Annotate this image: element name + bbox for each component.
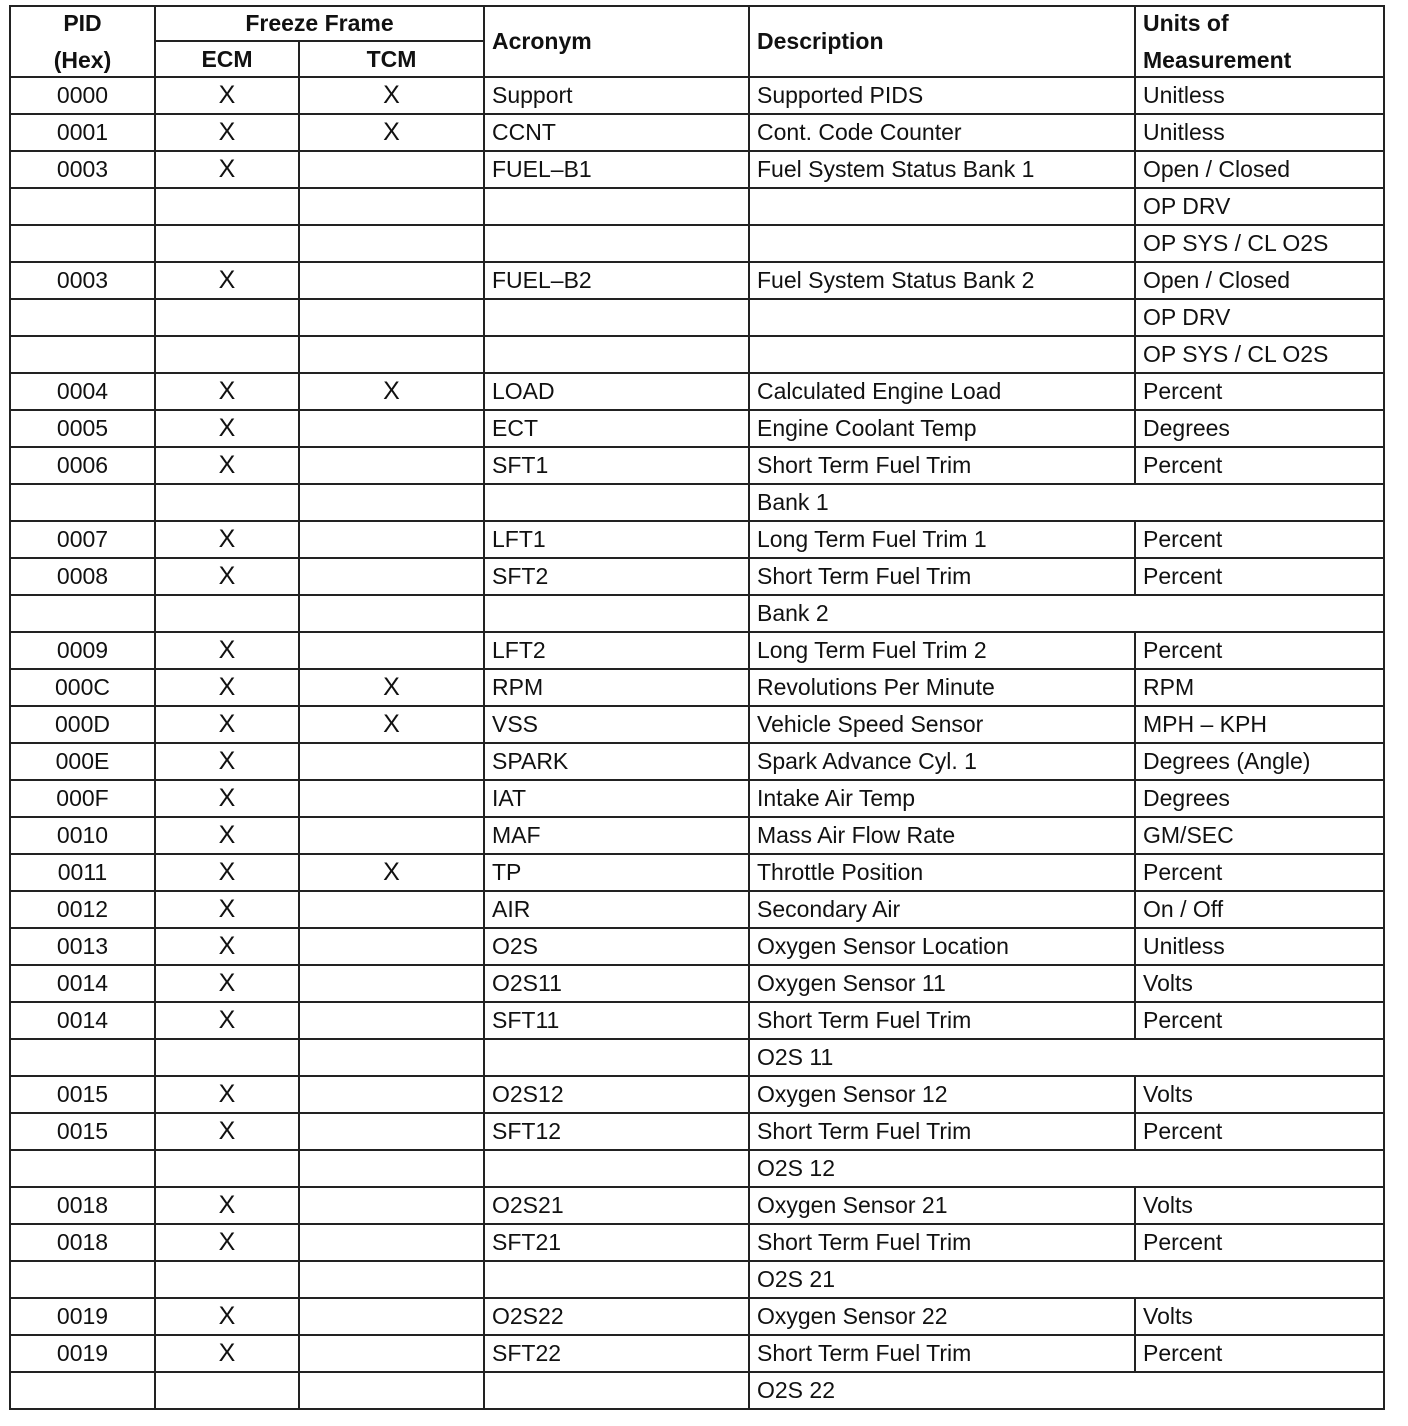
acronym-cell bbox=[484, 1261, 749, 1298]
header-units-line2: Measurement bbox=[1143, 46, 1292, 73]
acronym-cell: FUEL–B1 bbox=[484, 151, 749, 188]
tcm-cell bbox=[299, 151, 484, 188]
table-row bbox=[10, 114, 1384, 151]
tcm-cell bbox=[299, 1076, 484, 1113]
units-cell: GM/SEC bbox=[1135, 817, 1384, 854]
description-cell: Oxygen Sensor Location bbox=[749, 928, 1135, 965]
acronym-cell: O2S12 bbox=[484, 1076, 749, 1113]
pid-cell: 0012 bbox=[10, 891, 155, 928]
table-row bbox=[10, 1039, 1384, 1076]
header-freeze-frame: Freeze Frame bbox=[155, 6, 484, 41]
table-row bbox=[10, 965, 1384, 1002]
description-cell: Short Term Fuel Trim bbox=[749, 1335, 1135, 1372]
pid-cell: 0006 bbox=[10, 447, 155, 484]
units-cell: OP DRV bbox=[1135, 188, 1384, 225]
header-ecm: ECM bbox=[155, 41, 299, 77]
pid-cell: 0004 bbox=[10, 373, 155, 410]
acronym-cell: VSS bbox=[484, 706, 749, 743]
pid-cell: 000D bbox=[10, 706, 155, 743]
units-cell: OP DRV bbox=[1135, 299, 1384, 336]
tcm-cell bbox=[299, 965, 484, 1002]
table-row bbox=[10, 891, 1384, 928]
pid-cell: 0008 bbox=[10, 558, 155, 595]
ecm-cell bbox=[155, 1372, 299, 1409]
acronym-cell: LFT1 bbox=[484, 521, 749, 558]
pid-cell: 0011 bbox=[10, 854, 155, 891]
header-units-line1: Units of bbox=[1143, 9, 1229, 36]
table-row bbox=[10, 669, 1384, 706]
tcm-cell bbox=[299, 410, 484, 447]
description-cell: Oxygen Sensor 11 bbox=[749, 965, 1135, 1002]
pid-cell: 000C bbox=[10, 669, 155, 706]
table-row bbox=[10, 558, 1384, 595]
description-cell: Long Term Fuel Trim 1 bbox=[749, 521, 1135, 558]
tcm-cell bbox=[299, 447, 484, 484]
tcm-cell bbox=[299, 558, 484, 595]
acronym-cell: CCNT bbox=[484, 114, 749, 151]
table-row bbox=[10, 1076, 1384, 1113]
description-cell: Fuel System Status Bank 2 bbox=[749, 262, 1135, 299]
table-row bbox=[10, 188, 1384, 225]
pid-cell: 0018 bbox=[10, 1187, 155, 1224]
units-cell: Unitless bbox=[1135, 114, 1384, 151]
description-continuation-cell: O2S 11 bbox=[749, 1039, 1384, 1076]
acronym-cell: Support bbox=[484, 77, 749, 114]
units-cell: MPH – KPH bbox=[1135, 706, 1384, 743]
acronym-cell: SFT2 bbox=[484, 558, 749, 595]
ecm-cell: X bbox=[155, 373, 299, 410]
acronym-cell: LFT2 bbox=[484, 632, 749, 669]
description-cell: Short Term Fuel Trim bbox=[749, 1002, 1135, 1039]
ecm-cell: X bbox=[155, 77, 299, 114]
pid-cell bbox=[10, 1372, 155, 1409]
description-cell: Intake Air Temp bbox=[749, 780, 1135, 817]
acronym-cell: RPM bbox=[484, 669, 749, 706]
acronym-cell: O2S22 bbox=[484, 1298, 749, 1335]
tcm-cell bbox=[299, 632, 484, 669]
units-cell: Degrees bbox=[1135, 780, 1384, 817]
units-cell: Percent bbox=[1135, 447, 1384, 484]
description-cell: Fuel System Status Bank 1 bbox=[749, 151, 1135, 188]
ecm-cell: X bbox=[155, 1002, 299, 1039]
tcm-cell: X bbox=[299, 373, 484, 410]
header-acronym: Acronym bbox=[484, 6, 749, 77]
units-cell: Percent bbox=[1135, 632, 1384, 669]
acronym-cell: O2S bbox=[484, 928, 749, 965]
table-row bbox=[10, 1113, 1384, 1150]
pid-cell bbox=[10, 595, 155, 632]
table-row bbox=[10, 1298, 1384, 1335]
ecm-cell: X bbox=[155, 1224, 299, 1261]
ecm-cell bbox=[155, 299, 299, 336]
ecm-cell: X bbox=[155, 965, 299, 1002]
ecm-cell: X bbox=[155, 1076, 299, 1113]
acronym-cell bbox=[484, 1039, 749, 1076]
ecm-cell: X bbox=[155, 521, 299, 558]
description-cell: Vehicle Speed Sensor bbox=[749, 706, 1135, 743]
tcm-cell bbox=[299, 1261, 484, 1298]
ecm-cell bbox=[155, 188, 299, 225]
ecm-cell: X bbox=[155, 151, 299, 188]
ecm-cell: X bbox=[155, 1298, 299, 1335]
units-cell: Percent bbox=[1135, 1002, 1384, 1039]
units-cell: Volts bbox=[1135, 1076, 1384, 1113]
header-pid-line2: (Hex) bbox=[53, 46, 112, 73]
pid-cell bbox=[10, 1150, 155, 1187]
acronym-cell: SPARK bbox=[484, 743, 749, 780]
pid-cell: 0018 bbox=[10, 1224, 155, 1261]
description-continuation-cell: O2S 21 bbox=[749, 1261, 1384, 1298]
units-cell: RPM bbox=[1135, 669, 1384, 706]
units-cell: Unitless bbox=[1135, 77, 1384, 114]
table-row bbox=[10, 706, 1384, 743]
table-row bbox=[10, 1224, 1384, 1261]
table-row bbox=[10, 373, 1384, 410]
acronym-cell bbox=[484, 1372, 749, 1409]
description-cell: Short Term Fuel Trim bbox=[749, 1113, 1135, 1150]
pid-cell: 0003 bbox=[10, 262, 155, 299]
table-row bbox=[10, 151, 1384, 188]
ecm-cell bbox=[155, 1261, 299, 1298]
pid-cell bbox=[10, 1039, 155, 1076]
table-row bbox=[10, 1150, 1384, 1187]
pid-cell: 0001 bbox=[10, 114, 155, 151]
tcm-cell bbox=[299, 1039, 484, 1076]
tcm-cell: X bbox=[299, 77, 484, 114]
pid-cell bbox=[10, 299, 155, 336]
tcm-cell bbox=[299, 262, 484, 299]
ecm-cell: X bbox=[155, 928, 299, 965]
units-cell: Open / Closed bbox=[1135, 151, 1384, 188]
pid-cell: 0014 bbox=[10, 1002, 155, 1039]
table-row bbox=[10, 817, 1384, 854]
acronym-cell bbox=[484, 336, 749, 373]
description-cell: Engine Coolant Temp bbox=[749, 410, 1135, 447]
tcm-cell: X bbox=[299, 114, 484, 151]
units-cell: Degrees bbox=[1135, 410, 1384, 447]
tcm-cell bbox=[299, 1187, 484, 1224]
acronym-cell: SFT1 bbox=[484, 447, 749, 484]
pid-cell bbox=[10, 188, 155, 225]
ecm-cell bbox=[155, 336, 299, 373]
description-cell: Short Term Fuel Trim bbox=[749, 447, 1135, 484]
ecm-cell: X bbox=[155, 114, 299, 151]
tcm-cell bbox=[299, 1224, 484, 1261]
tcm-cell bbox=[299, 188, 484, 225]
units-cell: Unitless bbox=[1135, 928, 1384, 965]
ecm-cell: X bbox=[155, 854, 299, 891]
ecm-cell bbox=[155, 484, 299, 521]
description-cell: Oxygen Sensor 22 bbox=[749, 1298, 1135, 1335]
ecm-cell bbox=[155, 595, 299, 632]
acronym-cell: TP bbox=[484, 854, 749, 891]
table-row bbox=[10, 521, 1384, 558]
pid-cell: 0013 bbox=[10, 928, 155, 965]
acronym-cell bbox=[484, 595, 749, 632]
description-cell: Oxygen Sensor 12 bbox=[749, 1076, 1135, 1113]
header-pid bbox=[10, 6, 155, 77]
acronym-cell: O2S21 bbox=[484, 1187, 749, 1224]
ecm-cell: X bbox=[155, 632, 299, 669]
pid-cell bbox=[10, 225, 155, 262]
units-cell: On / Off bbox=[1135, 891, 1384, 928]
table-row bbox=[10, 743, 1384, 780]
ecm-cell: X bbox=[155, 669, 299, 706]
acronym-cell: SFT21 bbox=[484, 1224, 749, 1261]
table-row bbox=[10, 299, 1384, 336]
acronym-cell: LOAD bbox=[484, 373, 749, 410]
table-row bbox=[10, 595, 1384, 632]
table-row bbox=[10, 1372, 1384, 1409]
tcm-cell bbox=[299, 780, 484, 817]
description-cell: Cont. Code Counter bbox=[749, 114, 1135, 151]
pid-cell: 0003 bbox=[10, 151, 155, 188]
acronym-cell: O2S11 bbox=[484, 965, 749, 1002]
description-cell: Spark Advance Cyl. 1 bbox=[749, 743, 1135, 780]
description-cell: Long Term Fuel Trim 2 bbox=[749, 632, 1135, 669]
description-cell bbox=[749, 299, 1135, 336]
table-row bbox=[10, 484, 1384, 521]
acronym-cell bbox=[484, 299, 749, 336]
header-tcm: TCM bbox=[299, 41, 484, 77]
tcm-cell: X bbox=[299, 854, 484, 891]
units-cell: Percent bbox=[1135, 521, 1384, 558]
ecm-cell bbox=[155, 1039, 299, 1076]
table-row bbox=[10, 225, 1384, 262]
ecm-cell: X bbox=[155, 891, 299, 928]
pid-table bbox=[9, 5, 1385, 1410]
acronym-cell: AIR bbox=[484, 891, 749, 928]
pid-cell: 0019 bbox=[10, 1335, 155, 1372]
units-cell: Percent bbox=[1135, 1335, 1384, 1372]
pid-cell: 0014 bbox=[10, 965, 155, 1002]
tcm-cell bbox=[299, 1002, 484, 1039]
acronym-cell bbox=[484, 225, 749, 262]
tcm-cell bbox=[299, 521, 484, 558]
acronym-cell bbox=[484, 484, 749, 521]
description-cell: Short Term Fuel Trim bbox=[749, 1224, 1135, 1261]
table-row bbox=[10, 1187, 1384, 1224]
header-pid-line1: PID bbox=[63, 9, 102, 36]
units-cell: Degrees (Angle) bbox=[1135, 743, 1384, 780]
units-cell: Volts bbox=[1135, 1187, 1384, 1224]
table-body bbox=[10, 77, 1384, 1409]
units-cell: Percent bbox=[1135, 1113, 1384, 1150]
table-row bbox=[10, 1261, 1384, 1298]
units-cell: Percent bbox=[1135, 373, 1384, 410]
description-cell: Oxygen Sensor 21 bbox=[749, 1187, 1135, 1224]
units-cell: Open / Closed bbox=[1135, 262, 1384, 299]
ecm-cell: X bbox=[155, 447, 299, 484]
ecm-cell: X bbox=[155, 1113, 299, 1150]
description-continuation-cell: Bank 1 bbox=[749, 484, 1384, 521]
description-continuation-cell: O2S 12 bbox=[749, 1150, 1384, 1187]
tcm-cell bbox=[299, 891, 484, 928]
description-cell bbox=[749, 225, 1135, 262]
description-cell: Throttle Position bbox=[749, 854, 1135, 891]
acronym-cell bbox=[484, 188, 749, 225]
units-cell: Percent bbox=[1135, 1224, 1384, 1261]
header-description: Description bbox=[749, 6, 1135, 77]
tcm-cell bbox=[299, 299, 484, 336]
tcm-cell bbox=[299, 817, 484, 854]
description-continuation-cell: Bank 2 bbox=[749, 595, 1384, 632]
tcm-cell bbox=[299, 595, 484, 632]
pid-cell: 0005 bbox=[10, 410, 155, 447]
pid-cell: 0015 bbox=[10, 1076, 155, 1113]
table-row bbox=[10, 1335, 1384, 1372]
tcm-cell bbox=[299, 336, 484, 373]
units-cell: Volts bbox=[1135, 1298, 1384, 1335]
description-cell bbox=[749, 336, 1135, 373]
tcm-cell bbox=[299, 1113, 484, 1150]
pid-cell: 000F bbox=[10, 780, 155, 817]
tcm-cell: X bbox=[299, 706, 484, 743]
description-cell: Calculated Engine Load bbox=[749, 373, 1135, 410]
ecm-cell: X bbox=[155, 706, 299, 743]
pid-cell: 0010 bbox=[10, 817, 155, 854]
ecm-cell: X bbox=[155, 1335, 299, 1372]
table-row bbox=[10, 410, 1384, 447]
units-cell: Percent bbox=[1135, 854, 1384, 891]
pid-cell bbox=[10, 1261, 155, 1298]
acronym-cell bbox=[484, 1150, 749, 1187]
acronym-cell: SFT11 bbox=[484, 1002, 749, 1039]
acronym-cell: MAF bbox=[484, 817, 749, 854]
ecm-cell: X bbox=[155, 743, 299, 780]
pid-cell: 0019 bbox=[10, 1298, 155, 1335]
table-row bbox=[10, 77, 1384, 114]
ecm-cell bbox=[155, 225, 299, 262]
pid-cell: 0009 bbox=[10, 632, 155, 669]
description-cell: Mass Air Flow Rate bbox=[749, 817, 1135, 854]
pid-cell: 0000 bbox=[10, 77, 155, 114]
units-cell: Percent bbox=[1135, 558, 1384, 595]
ecm-cell: X bbox=[155, 1187, 299, 1224]
table-row bbox=[10, 1002, 1384, 1039]
tcm-cell: X bbox=[299, 669, 484, 706]
table-row bbox=[10, 854, 1384, 891]
pid-cell bbox=[10, 484, 155, 521]
units-cell: Volts bbox=[1135, 965, 1384, 1002]
units-cell: OP SYS / CL O2S bbox=[1135, 336, 1384, 373]
tcm-cell bbox=[299, 1335, 484, 1372]
table-row bbox=[10, 928, 1384, 965]
description-cell bbox=[749, 188, 1135, 225]
ecm-cell: X bbox=[155, 558, 299, 595]
ecm-cell: X bbox=[155, 817, 299, 854]
ecm-cell: X bbox=[155, 410, 299, 447]
tcm-cell bbox=[299, 1372, 484, 1409]
acronym-cell: SFT22 bbox=[484, 1335, 749, 1372]
description-cell: Revolutions Per Minute bbox=[749, 669, 1135, 706]
acronym-cell: FUEL–B2 bbox=[484, 262, 749, 299]
table-row bbox=[10, 262, 1384, 299]
pid-cell: 0007 bbox=[10, 521, 155, 558]
table-row bbox=[10, 632, 1384, 669]
ecm-cell bbox=[155, 1150, 299, 1187]
pid-cell bbox=[10, 336, 155, 373]
tcm-cell bbox=[299, 1150, 484, 1187]
acronym-cell: ECT bbox=[484, 410, 749, 447]
tcm-cell bbox=[299, 225, 484, 262]
description-cell: Short Term Fuel Trim bbox=[749, 558, 1135, 595]
tcm-cell bbox=[299, 743, 484, 780]
description-cell: Supported PIDS bbox=[749, 77, 1135, 114]
ecm-cell: X bbox=[155, 780, 299, 817]
pid-cell: 000E bbox=[10, 743, 155, 780]
description-continuation-cell: O2S 22 bbox=[749, 1372, 1384, 1409]
tcm-cell bbox=[299, 1298, 484, 1335]
acronym-cell: SFT12 bbox=[484, 1113, 749, 1150]
table-row bbox=[10, 780, 1384, 817]
acronym-cell: IAT bbox=[484, 780, 749, 817]
ecm-cell: X bbox=[155, 262, 299, 299]
pid-cell: 0015 bbox=[10, 1113, 155, 1150]
table-row bbox=[10, 447, 1384, 484]
table-header bbox=[10, 6, 1384, 77]
table-row bbox=[10, 336, 1384, 373]
header-units bbox=[1135, 6, 1384, 77]
units-cell: OP SYS / CL O2S bbox=[1135, 225, 1384, 262]
description-cell: Secondary Air bbox=[749, 891, 1135, 928]
tcm-cell bbox=[299, 484, 484, 521]
tcm-cell bbox=[299, 928, 484, 965]
